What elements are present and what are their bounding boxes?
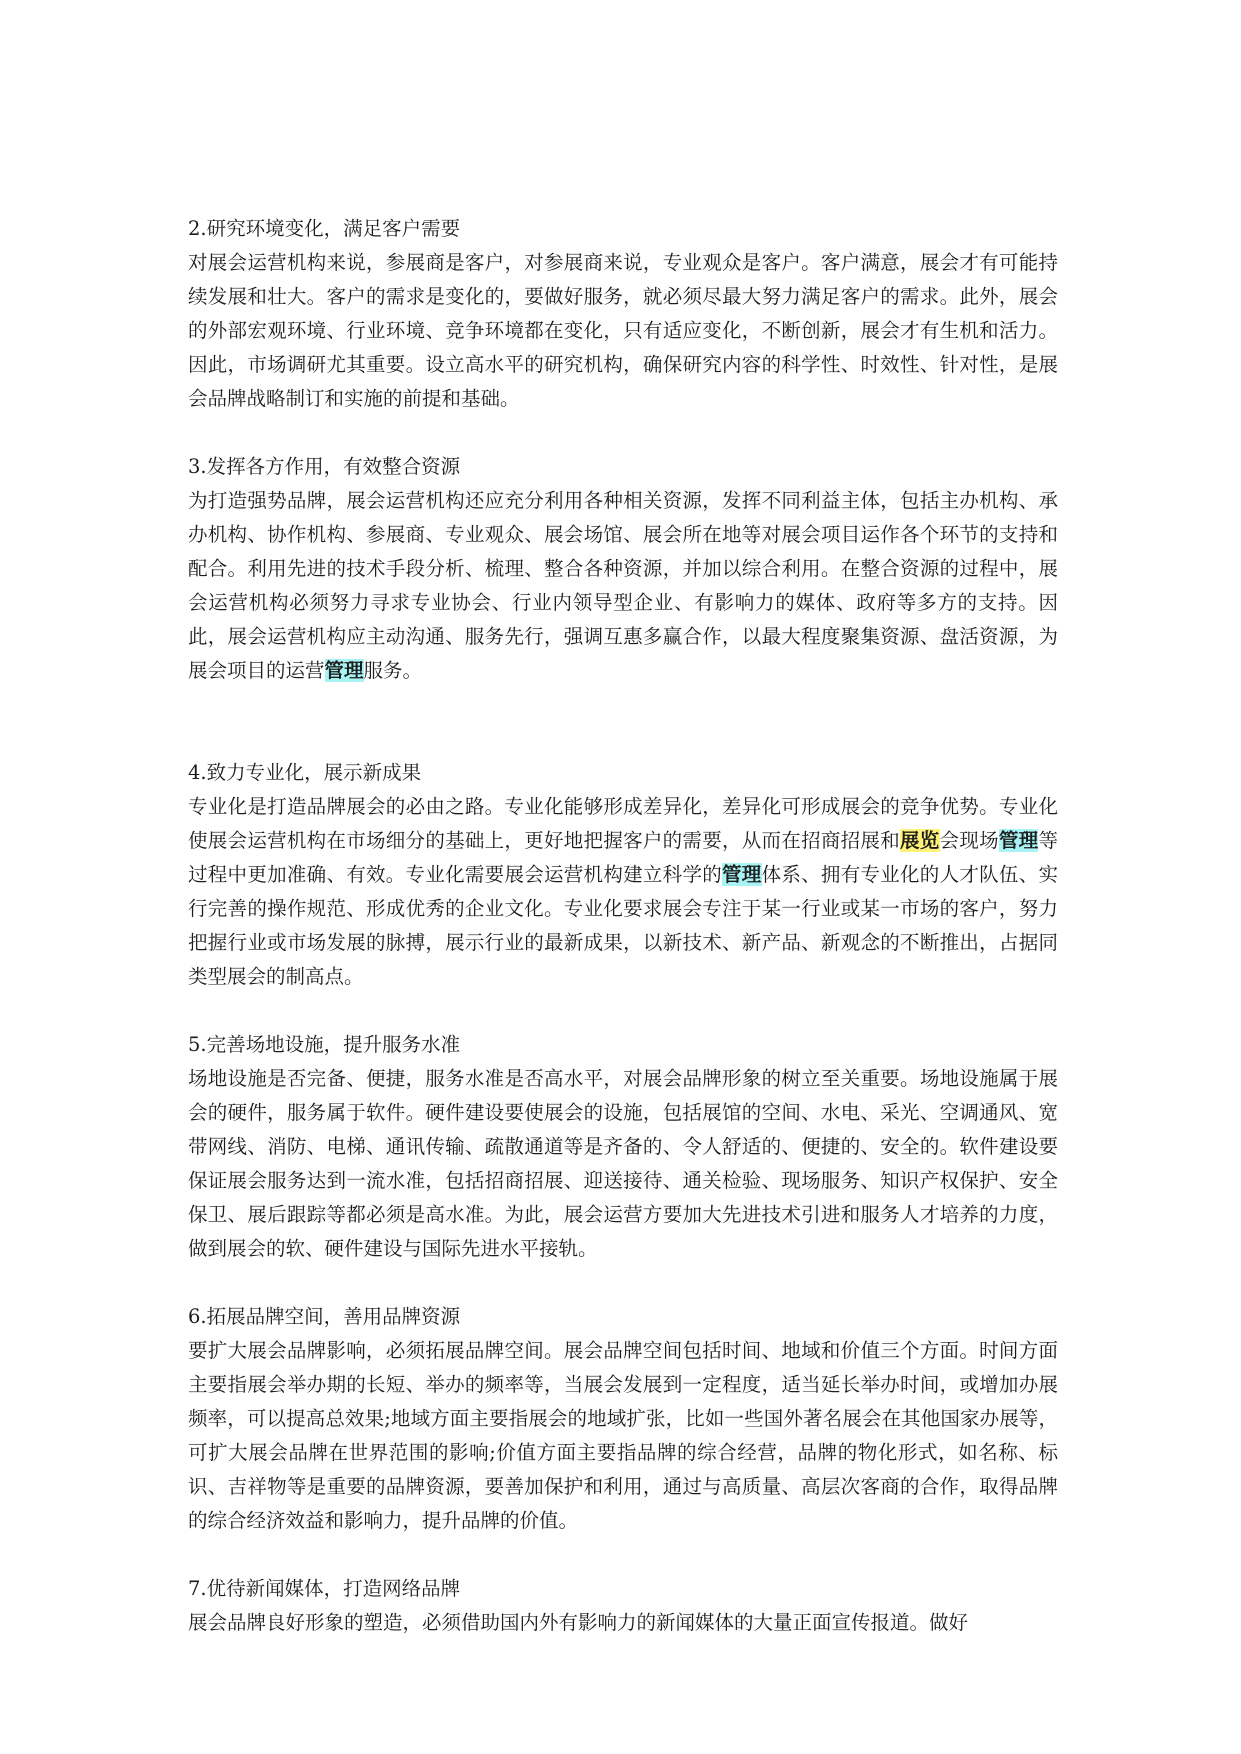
section-paragraph xyxy=(188,484,1058,688)
section-heading: 5.完善场地设施，提升服务水准 xyxy=(188,1033,461,1056)
section-heading: 7.优待新闻媒体，打造网络品牌 xyxy=(188,1577,461,1600)
section-3 xyxy=(188,450,1058,688)
document-page xyxy=(188,212,1058,1640)
paragraph-spacer xyxy=(188,994,1058,1028)
paragraph-text: 服务。 xyxy=(363,659,423,682)
highlighted-keyword[interactable]: 管理 xyxy=(324,659,364,682)
paragraph-text: 会现场 xyxy=(939,829,999,852)
section-paragraph: 场地设施是否完备、便捷，服务水准是否高水平，对展会品牌形象的树立至关重要。场地设施属于展会的硬件，服务属于软件。硬件建设要使展会的设施，包括展馆的空间、水电、采光、空调通风、宽带网线、消防、电梯、通讯传输、疏散通道等是齐备的、令人舒适的、便捷的、安全的。软件建设要保证展会服务达到一流水准，包括招商招展、迎送接待、通关检验、现场服务、知识产权保护、安全保卫、展后跟踪等都必须是高水准。为此，展会运营方要加大先进技术引进和服务人才培养的力度，做到展会的软、硬件建设与国际先进水平接轨。 xyxy=(188,1067,1058,1260)
section-4 xyxy=(188,756,1058,994)
paragraph-spacer xyxy=(188,1538,1058,1572)
paragraph-spacer xyxy=(188,416,1058,450)
highlighted-keyword[interactable]: 展览 xyxy=(899,829,940,852)
paragraph-spacer xyxy=(188,688,1058,756)
paragraph-spacer xyxy=(188,1266,1058,1300)
section-paragraph: 对展会运营机构来说，参展商是客户，对参展商来说，专业观众是客户。客户满意，展会才有可能持续发展和壮大。客户的需求是变化的，要做好服务，就必须尽最大努力满足客户的需求。此外，展会的外部宏观环境、行业环境、竞争环境都在变化，只有适应变化，不断创新，展会才有生机和活力。因此，市场调研尤其重要。设立高水平的研究机构，确保研究内容的科学性、时效性、针对性，是展会品牌战略制订和实施的前提和基础。 xyxy=(188,251,1058,410)
paragraph-text: 专业化是打造品牌展会的必由之路。专业化能够形成差异化，差异化可形成展会的竞争优势。专业化使展会运营机构在市场细分的基础上，更好地把握客户的需要，从而在招商招展和 xyxy=(188,795,1058,852)
section-paragraph: 展会品牌良好形象的塑造，必须借助国内外有影响力的新闻媒体的大量正面宣传报道。做好 xyxy=(188,1611,969,1634)
section-paragraph: 要扩大展会品牌影响，必须拓展品牌空间。展会品牌空间包括时间、地域和价值三个方面。时间方面主要指展会举办期的长短、举办的频率等，当展会发展到一定程度，适当延长举办时间，或增加办展频率，可以提高总效果;地域方面主要指展会的地域扩张，比如一些国外著名展会在其他国家办展等，可扩大展会品牌在世界范围的影响;价值方面主要指品牌的综合经营，品牌的物化形式，如名称、标识、吉祥物等是重要的品牌资源，要善加保护和利用，通过与高质量、高层次客商的合作，取得品牌的综合经济效益和影响力，提升品牌的价值。 xyxy=(188,1339,1058,1532)
section-heading: 6.拓展品牌空间，善用品牌资源 xyxy=(188,1305,461,1328)
section-6 xyxy=(188,1300,1058,1538)
section-2 xyxy=(188,212,1058,416)
section-7 xyxy=(188,1572,1058,1640)
section-heading: 2.研究环境变化，满足客户需要 xyxy=(188,217,461,240)
paragraph-text: 体系、拥有专业化的人才队伍、实行完善的操作规范、形成优秀的企业文化。专业化要求展会专注于某一行业或某一市场的客户，努力把握行业或市场发展的脉搏，展示行业的最新成果，以新技术、新产品、新观念的不断推出，占据同类型展会的制高点。 xyxy=(188,863,1058,988)
highlighted-keyword[interactable]: 管理 xyxy=(998,829,1039,852)
section-paragraph xyxy=(188,790,1058,994)
section-5 xyxy=(188,1028,1058,1266)
paragraph-text: 为打造强势品牌，展会运营机构还应充分利用各种相关资源，发挥不同利益主体，包括主办机构、承办机构、协作机构、参展商、专业观众、展会场馆、展会所在地等对展会项目运作各个环节的支持和配合。利用先进的技术手段分析、梳理、整合各种资源，并加以综合利用。在整合资源的过程中，展会运营机构必须努力寻求专业协会、行业内领导型企业、有影响力的媒体、政府等多方的支持。因此，展会运营机构应主动沟通、服务先行，强调互惠多赢合作，以最大程度聚集资源、盘活资源，为展会项目的运营 xyxy=(188,489,1058,682)
paragraph-text: 等过程中更加准确、有效。专业化需要展会运营机构建立科学的 xyxy=(188,829,1058,886)
section-heading: 3.发挥各方作用，有效整合资源 xyxy=(188,455,461,478)
highlighted-keyword[interactable]: 管理 xyxy=(722,863,762,886)
section-heading: 4.致力专业化，展示新成果 xyxy=(188,761,422,784)
